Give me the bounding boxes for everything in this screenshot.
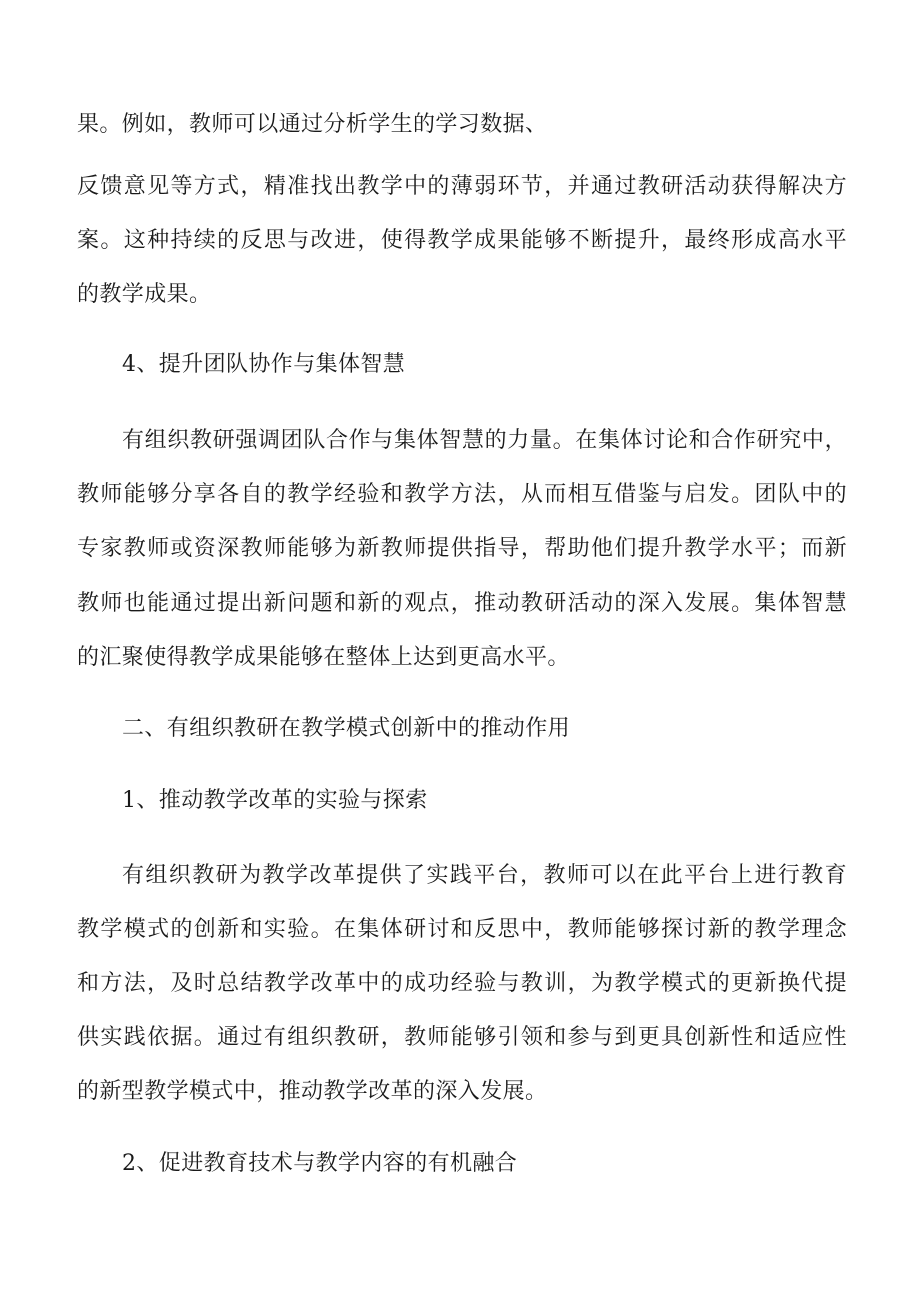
paragraph-line: 教师也能通过提出新问题和新的观点，推动教研活动的深入发展。集体智慧 [77, 591, 847, 616]
paragraph-line: 有组织教研强调团队合作与集体智慧的力量。在集体讨论和合作研究中， [122, 428, 847, 453]
paragraph-line: 教学模式的创新和实验。在集体研讨和反思中，教师能够探讨新的教学理念 [77, 917, 847, 942]
chapter-heading: 二、有组织教研在教学模式创新中的推动作用 [122, 716, 571, 741]
section-heading: 1、推动教学改革的实验与探索 [122, 788, 428, 813]
paragraph-line: 案。这种持续的反思与改进，使得教学成果能够不断提升，最终形成高水平 [77, 228, 847, 253]
paragraph-line: 的汇聚使得教学成果能够在整体上达到更高水平。 [77, 645, 570, 670]
section-heading: 2、促进教育技术与教学内容的有机融合 [122, 1151, 518, 1176]
paragraph-line: 教师能够分享各自的教学经验和教学方法，从而相互借鉴与启发。团队中的 [77, 482, 847, 507]
paragraph-line: 和方法，及时总结教学改革中的成功经验与教训，为教学模式的更新换代提 [77, 971, 847, 996]
paragraph-line: 专家教师或资深教师能够为新教师提供指导，帮助他们提升教学水平；而新 [77, 536, 847, 561]
paragraph-line: 反馈意见等方式，精准找出教学中的薄弱环节，并通过教研活动获得解决方 [77, 174, 847, 199]
paragraph-line: 有组织教研为教学改革提供了实践平台，教师可以在此平台上进行教育 [122, 863, 847, 888]
paragraph-line: 供实践依据。通过有组织教研，教师能够引领和参与到更具创新性和适应性 [77, 1025, 847, 1050]
paragraph-line: 的新型教学模式中，推动教学改革的深入发展。 [77, 1079, 548, 1104]
paragraph-line: 果。例如，教师可以通过分析学生的学习数据、 [77, 112, 548, 137]
section-heading: 4、提升团队协作与集体智慧 [122, 352, 406, 377]
paragraph-line: 的教学成果。 [77, 282, 212, 307]
